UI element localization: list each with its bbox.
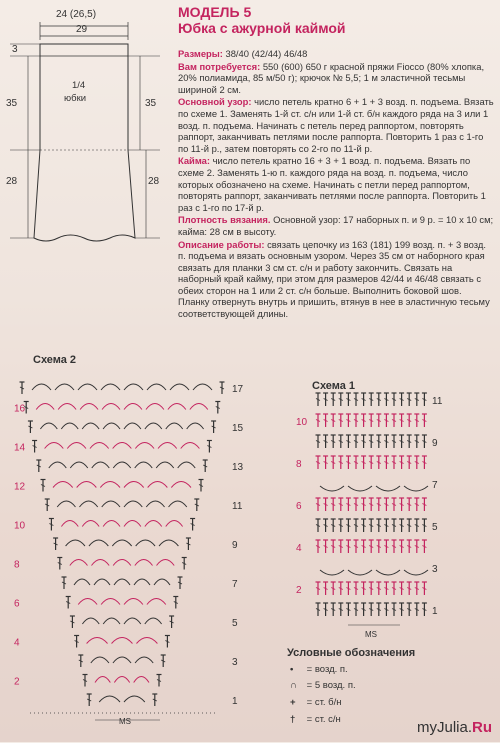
chain-arch xyxy=(40,423,57,429)
border-text: число петель кратно 16 + 3 + 1 возд. п. подъема. Вязать по схеме 2. Заменять 1-ю п. каждого ряда на возд. п. подъема, число которых обозначено на схеме. Начинать с петли перед раппортом, повторять раппорт, заканчивать петлями после раппорта. Повторить 1 раз с 1-го по 17-й р. xyxy=(178,155,486,213)
chain-arch xyxy=(147,599,166,605)
legend-item-text: = ст. с/н xyxy=(306,714,341,725)
row-number: 8 xyxy=(14,559,20,571)
legend-item-dc xyxy=(290,714,356,731)
legend-item-text: = 5 возд. п. xyxy=(306,680,356,691)
chain-arch xyxy=(145,423,162,429)
scheme2-title: Схема 2 xyxy=(33,354,77,366)
chain-arch xyxy=(124,423,141,429)
chain-arch xyxy=(70,462,87,468)
model-subtitle: Юбка с ажурной каймой xyxy=(178,20,346,36)
chain-arch xyxy=(124,501,142,507)
chain-arch xyxy=(148,482,168,488)
chain-arch xyxy=(404,486,428,491)
row-number: 15 xyxy=(232,423,244,434)
chain-arch xyxy=(82,618,99,624)
dim-35-left-label: 35 xyxy=(6,98,18,109)
watermark-text: myJulia. xyxy=(416,719,472,736)
single-crochet-icon: + xyxy=(290,697,296,708)
row-number: 2 xyxy=(296,585,302,596)
chain-arch xyxy=(53,482,73,488)
dim-28-right-label: 28 xyxy=(148,176,160,187)
row-number: 1 xyxy=(432,606,438,617)
scheme1-diagram xyxy=(290,370,450,640)
chain-arch xyxy=(82,521,99,527)
row-number: 10 xyxy=(296,417,308,428)
dim-3-label: 3 xyxy=(12,44,18,55)
chain-arch xyxy=(147,384,166,390)
chain-arch xyxy=(190,404,208,410)
panel-label-fraction: 1/4 xyxy=(72,80,86,91)
chain-arch xyxy=(124,696,145,702)
chain-arch xyxy=(77,482,97,488)
chain-stitch-icon: • xyxy=(290,664,294,675)
work-text: связать цепочку из 163 (181) 199 возд. п. + 3 возд. п. подъема и вязать основным узором. Через 35 см от наборного края связать для планки 3 см ст. с/н и работу закончить. Связать на наборный край кайму, при этом для размеров 42/44 и 46/48 связать с обеих сторон на 1 или 2 ст. с/н больше. Выполнить боковой шов. Планку отвернуть внутрь и пришить, втянув в нее в эластичную тесьму соответствующей длины. xyxy=(178,238,490,320)
chain-arch xyxy=(168,404,186,410)
row-number: 9 xyxy=(432,438,438,449)
chain-arch xyxy=(135,657,153,663)
chain-arch xyxy=(187,423,204,429)
top-width2-label: 29 xyxy=(76,24,88,35)
chain-arch xyxy=(320,570,344,575)
border-label: Кайма: xyxy=(178,155,210,167)
row-number: 6 xyxy=(14,598,20,610)
chain-arch xyxy=(145,618,162,624)
legend-item-text: = возд. п. xyxy=(306,664,348,675)
chain-arch xyxy=(55,384,74,390)
chain-arch xyxy=(178,462,195,468)
chain-arch xyxy=(90,443,109,449)
chain-arch xyxy=(112,540,131,546)
row-number: 1 xyxy=(232,696,238,707)
chain-arch xyxy=(58,404,76,410)
scheme2-ms-label: MS xyxy=(119,717,131,726)
chain-arch xyxy=(103,618,120,624)
scheme1-title: Схема 1 xyxy=(312,380,356,392)
chain-arch xyxy=(74,579,90,585)
chain-arch xyxy=(113,462,130,468)
row-number: 4 xyxy=(14,637,20,649)
main-pattern-label: Основной узор: xyxy=(178,96,252,108)
chain-arch xyxy=(79,501,97,507)
row-number: 5 xyxy=(232,618,238,629)
chain-arch xyxy=(136,638,157,644)
chain-arch xyxy=(158,443,177,449)
chain-arch xyxy=(124,599,143,605)
chain-arch xyxy=(112,638,133,644)
chain-arch xyxy=(99,696,120,702)
chain-arch xyxy=(181,443,200,449)
chain-arch xyxy=(102,501,120,507)
chain-arch xyxy=(376,486,400,491)
pattern-sketch xyxy=(0,0,175,255)
chain-arch xyxy=(171,482,191,488)
chain-arch xyxy=(135,462,152,468)
row-number: 7 xyxy=(232,579,238,590)
chain-arch xyxy=(320,486,344,491)
chain-arch xyxy=(95,677,110,683)
chain-arch xyxy=(124,618,141,624)
top-width-label: 24 (26,5) xyxy=(56,9,97,20)
chain-arch xyxy=(145,521,162,527)
chain-arch xyxy=(124,404,142,410)
row-number: 3 xyxy=(432,564,438,575)
chain-arch xyxy=(154,579,170,585)
chain-arch xyxy=(80,404,98,410)
row-number: 4 xyxy=(296,543,302,554)
row-number: 9 xyxy=(232,540,238,551)
scheme2-diagram xyxy=(0,368,260,738)
chain-arch xyxy=(91,657,109,663)
chain-arch xyxy=(32,384,51,390)
legend-item-text: = ст. б/н xyxy=(306,697,342,708)
row-number: 11 xyxy=(432,396,443,407)
chain-arch xyxy=(78,599,97,605)
chain-arch xyxy=(136,540,155,546)
chain-arch xyxy=(102,404,120,410)
chain-arch xyxy=(376,570,400,575)
chain-arch xyxy=(70,560,88,566)
chain-arch xyxy=(61,521,78,527)
row-number: 16 xyxy=(14,403,26,415)
row-number: 10 xyxy=(14,520,26,532)
row-number: 5 xyxy=(432,522,438,533)
row-number: 11 xyxy=(232,501,243,512)
chain-arch xyxy=(146,404,164,410)
chain-arch xyxy=(124,521,141,527)
chain-arch xyxy=(157,560,175,566)
chain-arch xyxy=(91,560,109,566)
chain-arch xyxy=(114,677,129,683)
row-number: 7 xyxy=(432,480,438,491)
chain-arch xyxy=(100,482,120,488)
chain-arch xyxy=(348,486,372,491)
sizes-text: 38/40 (42/44) 46/48 xyxy=(225,48,308,59)
panel-label-name: юбки xyxy=(64,93,87,104)
chain-arch xyxy=(103,521,120,527)
scheme1-ms-label: MS xyxy=(365,630,377,639)
chain-arch xyxy=(101,599,120,605)
skirt-panel-drawing xyxy=(0,0,175,255)
chain-arch xyxy=(159,540,178,546)
chain-arch xyxy=(134,677,149,683)
chain-arch xyxy=(193,384,212,390)
legend-title: Условные обозначения xyxy=(287,647,416,659)
chain-arch xyxy=(135,443,154,449)
chain-arch xyxy=(156,462,173,468)
chain-arch xyxy=(113,560,131,566)
chain-arch xyxy=(101,384,120,390)
row-number: 3 xyxy=(232,657,238,668)
chain-arch xyxy=(45,443,64,449)
sizes-label: Размеры: xyxy=(178,48,223,59)
row-number: 14 xyxy=(14,442,26,454)
site-watermark xyxy=(417,719,492,736)
chain-arch xyxy=(169,501,187,507)
chain-arch xyxy=(166,521,183,527)
legend-item-chain xyxy=(290,664,356,680)
chain-arch xyxy=(89,540,108,546)
chain-arch xyxy=(170,384,189,390)
scheme2-chart xyxy=(0,368,260,738)
row-number: 17 xyxy=(232,384,244,395)
dim-28-left-label: 28 xyxy=(6,176,18,187)
row-number: 2 xyxy=(14,676,20,688)
chain-arch xyxy=(61,423,78,429)
chain-arch xyxy=(146,501,164,507)
chain-arch xyxy=(348,570,372,575)
materials-text: 550 (600) 650 г красной пряжи Fiocco (80% хлопка, 20% полиамида, 85 м/50 г); крючок № 5,5; 1 м эластичной тесьмы шириной 2 см. xyxy=(178,60,485,95)
chain-arch xyxy=(94,579,110,585)
dim-35-right-label: 35 xyxy=(145,98,157,109)
chain-arch xyxy=(36,404,54,410)
chain-arch xyxy=(124,384,143,390)
chain-arch xyxy=(57,501,75,507)
chain-arch xyxy=(135,560,153,566)
chain-arch xyxy=(49,462,66,468)
chain-arch xyxy=(404,570,428,575)
chain-arch xyxy=(66,540,85,546)
double-crochet-icon: † xyxy=(290,714,296,725)
row-number: 8 xyxy=(296,459,302,470)
work-label: Описание работы: xyxy=(178,238,265,250)
scheme1-chart xyxy=(290,370,450,640)
watermark-ru: Ru xyxy=(472,719,492,736)
density-label: Плотность вязания. xyxy=(178,214,271,226)
chain-arch xyxy=(124,482,144,488)
density-text: Основной узор: 17 наборных п. и 9 р. = 10 х 10 см; кайма: 28 см в высоту. xyxy=(178,214,494,237)
chain-arch xyxy=(78,384,97,390)
row-number: 6 xyxy=(296,501,302,512)
arch-icon: ∩ xyxy=(290,680,297,691)
chain-arch xyxy=(92,462,109,468)
legend-item-sc xyxy=(290,697,356,714)
chain-arch xyxy=(113,657,131,663)
chain-arch xyxy=(114,579,130,585)
chain-arch xyxy=(103,423,120,429)
chain-arch xyxy=(87,638,108,644)
model-title: МОДЕЛЬ 5 xyxy=(178,4,252,20)
chain-arch xyxy=(166,423,183,429)
materials-label: Вам потребуется: xyxy=(178,60,261,72)
chain-arch xyxy=(113,443,132,449)
chain-arch xyxy=(82,423,99,429)
chain-arch xyxy=(134,579,150,585)
chain-arch xyxy=(67,443,86,449)
row-number: 13 xyxy=(232,462,244,473)
row-number: 12 xyxy=(14,481,26,493)
main-pattern-text: число петель кратно 6 + 1 + 3 возд. п. подъема. Вязать по схеме 1. Заменять 1-й ст. с/н или 1-й ст. б/н каждого ряда на 3 или 1 возд. п. подъема. Начинать с петель перед раппортом, повторять раппорт, заканчивать петлями после раппорта. Повторить 1 раз с 1-го по 11-й р., затем повторять со 2-го по 11-й р. xyxy=(178,96,494,154)
legend-list xyxy=(290,664,356,731)
description-text xyxy=(178,48,494,321)
legend-item-arch xyxy=(290,680,356,697)
